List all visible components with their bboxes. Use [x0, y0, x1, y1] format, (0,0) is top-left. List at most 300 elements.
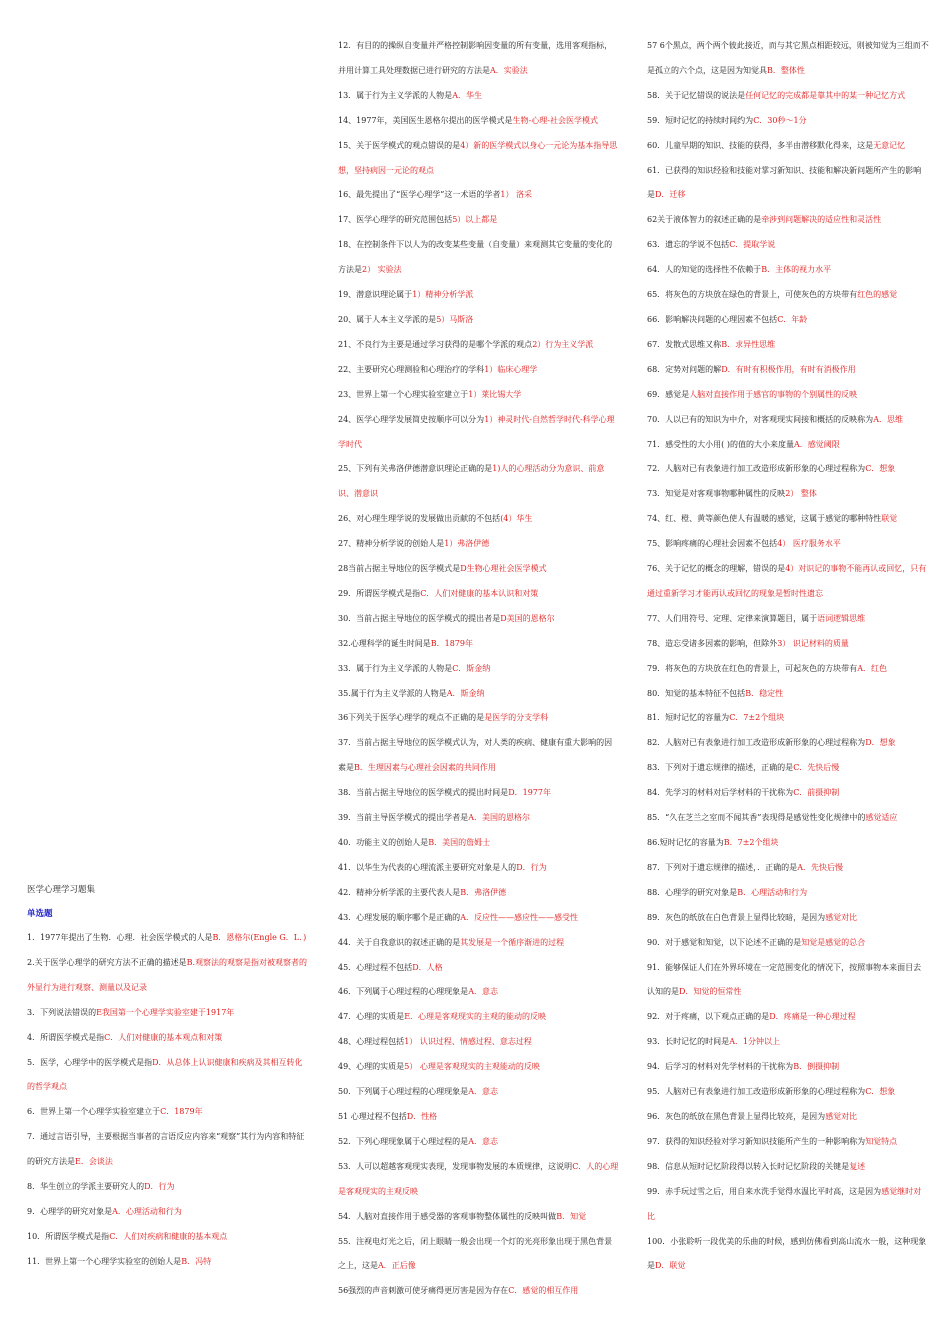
answer-text: D．想象: [865, 738, 896, 748]
answer-text: 感觉对比: [825, 1111, 858, 1121]
answer-text: 知觉是感觉的总合: [801, 937, 866, 947]
question-item: [647, 1155, 929, 1180]
question-item: [647, 806, 929, 831]
question-item: [338, 632, 620, 657]
question-item: [338, 657, 620, 682]
question-item: [338, 507, 620, 532]
question-item: [338, 881, 620, 906]
question-item: [647, 383, 929, 408]
question-item: [338, 906, 620, 931]
answer-text: B．恩格尔(Engle G．L．): [212, 933, 307, 942]
question-text: 36下列关于医学心理学的观点不正确的是: [338, 713, 485, 723]
answer-text: C．年龄: [777, 314, 808, 324]
question-text: 20、属于人本主义学派的是: [338, 314, 437, 324]
answer-text: B．1879年: [430, 638, 473, 648]
question-item: [647, 831, 929, 856]
question-text: 91．能够保证人们在外界环境在一定范围变化的情况下，按照事物本来面目去认知的是: [647, 962, 922, 997]
answer-text: E．会谈法: [75, 1157, 113, 1167]
answer-text: B．求异性思维: [721, 339, 776, 349]
question-text: 89．灰色的纸放在白色背景上显得比较暗，是因为: [647, 912, 826, 922]
question-text: 54．人脑对直接作用于感受器的客观事物整体属性的反映叫做: [338, 1211, 557, 1221]
answer-text: 1） 认识过程、情感过程、意志过程: [404, 1037, 532, 1047]
question-item: [647, 457, 929, 482]
answer-text: 红色的感觉: [857, 290, 898, 300]
question-text: 4．所谓医学模式是指: [27, 1032, 105, 1042]
question-text: 62关于液体智力的叙述正确的是: [647, 215, 762, 225]
answer-text: B.观察法的观察是指对被观察者的外显行为进行观察、测量以及记录: [27, 957, 308, 992]
question-item: [27, 1100, 309, 1125]
question-item: [647, 607, 929, 632]
question-text: 11．世界上第一个心理学实验室的创始人是: [27, 1256, 182, 1266]
question-item: [338, 34, 620, 84]
question-text: 72．人脑对已有表象进行加工改造形成新形象的心理过程称为: [647, 464, 866, 474]
question-item: [647, 1105, 929, 1130]
question-item: [647, 1055, 929, 1080]
question-text: 27、精神分析学说的创始人是: [338, 539, 445, 549]
question-item: [647, 34, 929, 84]
answer-text: C．30秒～1分: [753, 115, 807, 125]
question-item: [338, 233, 620, 283]
question-text: 75、影响疼痛的心理社会因素不包括: [647, 539, 778, 549]
question-item: [27, 926, 309, 951]
question-item: [338, 931, 620, 956]
question-text: 47．心理的实质是: [338, 1012, 405, 1022]
answer-text: (4）华生: [500, 514, 533, 524]
question-text: 52．下列心理现象属于心理过程的是: [338, 1136, 469, 1146]
answer-text: 2） 整体: [785, 489, 817, 499]
answer-text: A．意志: [468, 1087, 498, 1097]
question-item: [647, 781, 929, 806]
question-item: [27, 1051, 309, 1101]
answer-text: D．行为: [144, 1182, 175, 1192]
answer-text: 任何记忆的完成都是靠其中的某一种记忆方式: [745, 90, 906, 100]
answer-text: 1）临床心理学: [484, 364, 538, 374]
question-text: 76、关于记忆的概念的理解，错误的是: [647, 564, 786, 574]
answer-text: 2）行为主义学派: [532, 339, 594, 349]
question-text: 26、对心理生理学说的发展做出贡献的不包括: [338, 514, 501, 524]
question-text: 84．先学习的材料对后学材料的干扰称为: [647, 788, 794, 798]
question-item: [647, 507, 929, 532]
question-text: 7．通过言语引导，主要根据当事者的言语反应内容来“观察”其行为内容和特征的研究方法是: [27, 1132, 305, 1167]
answer-text: 语词逻辑思维: [817, 613, 866, 623]
answer-text: C．想象: [865, 1087, 896, 1097]
answer-text: 感觉对比: [825, 912, 858, 922]
question-text: 61．已获得的知识经验和技能对掌习新知识、技能和解决新问题所产生的影响是: [647, 165, 922, 200]
answer-text: B．美国的詹姆士: [428, 838, 491, 847]
question-list: [338, 34, 620, 1304]
question-text: 43．心理发展的顺序哪个是正确的: [338, 912, 461, 922]
answer-text: C．人们对健康的基本观点和对策: [104, 1032, 223, 1042]
question-item: [27, 1225, 309, 1250]
answer-text: D美国的恩格尔: [500, 613, 555, 623]
answer-text: D．人格: [412, 962, 443, 972]
answer-text: A．心理活动和行为: [112, 1206, 182, 1216]
question-item: [338, 134, 620, 184]
question-text: 50．下列属于心理过程的心理现象是: [338, 1087, 469, 1097]
question-item: [647, 308, 929, 333]
question-text: 66．影响解决问题的心理因素不包括: [647, 314, 778, 324]
question-item: [27, 1200, 309, 1225]
answer-text: 牵涉到问题解决的适应性和灵活性: [761, 215, 882, 225]
question-text: 18、在控制条件下以人为的改变某些变量（自变量）来观测其它变量的变化的方法是: [338, 240, 613, 275]
question-text: 82．人脑对已有表象进行加工改造形成新形象的心理过程称为: [647, 738, 866, 748]
answer-text: D．行为: [516, 862, 547, 872]
question-text: 73．知觉是对客观事物哪种属性的反映: [647, 489, 786, 499]
question-item: [647, 706, 929, 731]
question-text: 59．短时记忆的持续时间约为: [647, 115, 754, 125]
question-item: [647, 731, 929, 756]
question-text: 24、医学心理学发展简史按顺序可以分为: [338, 414, 485, 424]
answer-text: 2） 实验法: [362, 265, 402, 275]
column-left: [27, 878, 309, 1275]
question-text: 22、主要研究心理测验和心理治疗的学科: [338, 364, 485, 374]
answer-text: A．反应性——感应性——感受性: [460, 912, 578, 922]
question-text: 9．心理学的研究对象是: [27, 1206, 113, 1216]
question-text: 93．长时记忆的时间是: [647, 1037, 730, 1047]
question-item: [647, 1005, 929, 1030]
answer-text: D．疼痛是一种心理过程: [769, 1012, 856, 1022]
question-text: 60．儿童早期的知识、技能的获得，多半由潜移默化得来，这是: [647, 140, 874, 150]
answer-text: D．联觉: [655, 1261, 686, 1271]
question-item: [647, 258, 929, 283]
question-item: [338, 532, 620, 557]
answer-text: B．整体性: [767, 65, 805, 75]
question-text: 94．后学习的材料对先学材料的干扰称为: [647, 1062, 794, 1072]
answer-text: B．心理活动和行为: [737, 887, 808, 897]
question-text: 33．属于行为主义学派的人物是: [338, 663, 453, 673]
answer-text: A．红色: [857, 663, 887, 673]
column-right: [647, 34, 929, 1279]
question-item: [647, 1130, 929, 1155]
question-item: [647, 956, 929, 1006]
question-item: [338, 956, 620, 981]
question-item: [338, 408, 620, 458]
question-item: [338, 1230, 620, 1280]
answer-text: D．知觉的恒常性: [679, 987, 742, 997]
answer-text: A．先快后慢: [797, 862, 843, 872]
question-text: 35.属于行为主义学派的人物是: [338, 688, 447, 698]
question-item: [647, 1080, 929, 1105]
question-text: 23、世界上第一个心理实验室建立于: [338, 389, 469, 399]
answer-text: 5）以上都是: [452, 215, 498, 225]
question-text: 42．精神分析学派的主要代表人是: [338, 887, 461, 897]
question-text: 88．心理学的研究对象是: [647, 887, 738, 897]
question-text: 15、关于医学模式的观点错误的是: [338, 140, 461, 150]
question-text: 81．短时记忆的容量为: [647, 713, 730, 723]
answer-text: 无意记忆: [873, 140, 906, 150]
question-text: 30．当前占据主导地位的医学模式的提出者是: [338, 613, 501, 623]
question-text: 80．知觉的基本特征不包括: [647, 688, 746, 698]
section-title: 单选题: [27, 909, 53, 919]
question-item: [338, 308, 620, 333]
answer-text: 1）神灵时代-自然哲学时代-科学心理学时代: [338, 414, 615, 449]
question-text: 40．功能主义的创始人是: [338, 838, 429, 847]
question-text: 87．下列对于遗忘规律的描述，．正确的是: [647, 862, 798, 872]
question-text: 58．关于记忆错误的说法是: [647, 90, 746, 100]
answer-text: C．先快后慢: [793, 763, 840, 773]
answer-text: A．感觉阈限: [793, 439, 840, 449]
answer-text: D．迁移: [655, 190, 686, 200]
question-item: [647, 557, 929, 607]
question-text: 12．有目的的操纵自变量并严格控制影响因变量的所有变量，选用客观指标，并用计算工具处理数据已进行研究的方法是: [338, 41, 613, 75]
answer-text: B．主体的视力水平: [761, 265, 832, 275]
answer-text: 1）弗洛伊德: [444, 539, 490, 549]
column-middle: [338, 34, 620, 1304]
question-list: [647, 34, 929, 1279]
question-item: [338, 84, 620, 109]
question-text: 64．人的知觉的选择性不依赖于: [647, 265, 762, 275]
answer-text: A．斯金纳: [446, 688, 485, 698]
answer-text: 1） 洛采: [500, 190, 532, 200]
question-text: 44．关于自我意识的叙述正确的是: [338, 937, 461, 947]
question-item: [338, 333, 620, 358]
question-text: 99．赤手玩过雪之后，用自来水洗手觉得水温比平时高，这是因为: [647, 1186, 882, 1196]
question-text: 5．医学，心理学中的医学模式是指: [27, 1057, 153, 1067]
answer-text: 1）精神分析学派: [412, 290, 474, 300]
question-item: [647, 283, 929, 308]
question-item: [338, 1080, 620, 1105]
answer-text: C．7±2个组块: [729, 713, 785, 723]
question-item: [338, 358, 620, 383]
question-item: [647, 159, 929, 209]
question-text: 55．注视电灯光之后，闭上眼睛一般会出现一个灯的光亮形象出现于黑色背景之上，这是: [338, 1236, 613, 1271]
answer-text: 4） 医疗服务水平: [777, 539, 841, 549]
question-item: [338, 1105, 620, 1130]
question-text: 16、最先提出了“医学心理学”这一术语的学者: [338, 190, 501, 200]
answer-text: 是医学的分支学科: [484, 713, 549, 723]
question-text: 53．人可以超越客观现实表现，发现事物发展的本质规律，这说明: [338, 1161, 573, 1171]
answer-text: D．从总体上认识健康和疾病及其相互转化的哲学观点: [27, 1057, 303, 1092]
answer-text: 1）莱比锡大学: [468, 389, 522, 399]
question-text: 97．获得的知识经验对学习新知识技能所产生的一种影响称为: [647, 1136, 866, 1146]
answer-text: 感觉继时对比: [647, 1186, 922, 1221]
question-text: 90．对于感觉和知觉，以下论述不正确的是: [647, 937, 802, 947]
question-item: [338, 582, 620, 607]
question-text: 65．将灰色的方块放在绿色的背景上，可使灰色的方块带有: [647, 290, 858, 300]
question-item: [338, 1030, 620, 1055]
question-item: [647, 1030, 929, 1055]
question-item: [338, 781, 620, 806]
question-item: [647, 433, 929, 458]
question-text: 6．世界上第一个心理学实验室建立于: [27, 1107, 161, 1117]
question-item: [338, 1055, 620, 1080]
answer-text: C．1879年: [160, 1107, 203, 1117]
answer-text: C．感觉的相互作用: [508, 1286, 579, 1296]
question-item: [647, 931, 929, 956]
question-text: 100．小张聆听一段优美的乐曲的时候，感到仿佛看到高山流水一般，这种现象是: [647, 1236, 927, 1271]
answer-text: C．人们对健康的基本认识和对策: [420, 588, 539, 598]
question-item: [647, 358, 929, 383]
question-text: 77、人们用符号、定理、定律来演算题目，属于: [647, 613, 818, 623]
question-text: 3．下列说法错误的: [27, 1007, 97, 1017]
question-item: [647, 881, 929, 906]
answer-text: A．意志: [468, 1136, 498, 1146]
answer-text: 5）马斯洛: [436, 314, 474, 324]
answer-text: C．人们对疾病和健康的基本观点: [109, 1231, 228, 1241]
question-item: [27, 1026, 309, 1051]
answer-text: A．实验法: [490, 65, 528, 75]
question-text: 69．感觉是: [647, 389, 690, 399]
question-item: [338, 457, 620, 507]
question-item: [338, 607, 620, 632]
question-text: 68．定势对问题的解: [647, 364, 722, 374]
question-item: [647, 482, 929, 507]
question-item: [647, 906, 929, 931]
question-item: [647, 333, 929, 358]
question-text: 48、心理过程包括: [338, 1037, 405, 1047]
question-text: 85．“久在芝兰之室而不闻其香”表现得是感觉性变化规律中的: [647, 813, 866, 823]
answer-text: 复述: [849, 1161, 866, 1171]
question-text: 86.短时记忆的容量为: [647, 838, 724, 847]
answer-text: 其发展是一个循序渐进的过程: [460, 937, 565, 947]
question-item: [27, 1001, 309, 1026]
answer-text: 4）对识记的事物不能再认或回忆，只有通过重新学习才能再认或回忆的现象是暂时性遗忘: [647, 564, 927, 598]
question-item: [647, 408, 929, 433]
question-text: 8．华生创立的学派主要研究人的: [27, 1182, 145, 1192]
question-item: [647, 682, 929, 707]
question-item: [338, 831, 620, 856]
question-item: [338, 208, 620, 233]
question-list: [27, 926, 309, 1275]
question-item: [647, 109, 929, 134]
question-item: [338, 806, 620, 831]
question-text: 25、下列有关弗洛伊德潜意识理论正确的是: [338, 464, 493, 474]
question-item: [647, 1230, 929, 1280]
answer-text: 联觉: [881, 514, 898, 524]
question-text: 57 6个黑点，两个两个彼此接近，而与其它黑点相距较远，则被知觉为三组而不是孤立的六个点，这是因为知觉具: [647, 41, 929, 75]
document-title: 医学心理学习题集: [27, 885, 96, 895]
question-text: 98．信息从短时记忆阶段得以转入长时记忆阶段的关键是: [647, 1161, 850, 1171]
question-text: 49、心理的实质是: [338, 1062, 405, 1072]
question-text: 1．1977年提出了生物．心理．社会医学模式的人是: [27, 933, 213, 942]
question-text: 28当前占据主导地位的医学模式是: [338, 564, 461, 574]
answer-text: C．前摄抑制: [793, 788, 840, 798]
question-text: 10．所谓医学模式是指: [27, 1231, 110, 1241]
answer-text: 生物-心理-社会医学模式: [512, 115, 598, 125]
question-item: [27, 1125, 309, 1175]
answer-text: A．美国的恩格尔: [468, 813, 530, 823]
question-item: [338, 1130, 620, 1155]
answer-text: D．性格: [406, 1111, 438, 1121]
question-text: 13．属于行为主义学派的人物是: [338, 90, 453, 100]
answer-text: A．思维: [873, 414, 903, 424]
answer-text: 知觉特点: [865, 1136, 898, 1146]
question-item: [338, 706, 620, 731]
question-text: 67．发散式思维又称: [647, 339, 722, 349]
question-item: [338, 1155, 620, 1205]
question-text: 19、潜意识理论属于: [338, 290, 413, 300]
question-item: [647, 657, 929, 682]
question-item: [338, 856, 620, 881]
question-item: [647, 1180, 929, 1230]
question-text: 51 心理过程不包括: [338, 1111, 407, 1121]
answer-text: 4）新的医学模式以身心一元论为基本指导思想，坚持病因一元论的观点: [338, 140, 618, 175]
question-text: 32.心理科学的诞生时间是: [338, 638, 431, 648]
answer-text: C．提取学说: [729, 240, 776, 250]
answer-text: B．稳定性: [745, 688, 784, 698]
question-text: 92．对于疼痛，以下观点正确的是: [647, 1012, 770, 1022]
answer-text: C．斯金纳: [452, 663, 491, 673]
question-text: 96．灰色的纸放在黑色背景上显得比较亮，是因为: [647, 1111, 826, 1121]
question-text: 29．所谓医学模式是指: [338, 588, 421, 598]
question-item: [338, 283, 620, 308]
answer-text: B．生理因素与心理社会因素的共同作用: [354, 763, 496, 773]
question-item: [338, 383, 620, 408]
question-item: [647, 856, 929, 881]
question-text: 37．当前占据主导地位的医学模式认为，对人类的疾病、健康有重大影响的因素是: [338, 738, 613, 773]
question-text: 2.关于医学心理学的研究方法不正确的描述是: [27, 957, 187, 967]
question-text: 71．感受性的大小用( )的值的大小来度量: [647, 439, 794, 449]
answer-text: D生物心理社会医学模式: [460, 564, 547, 574]
question-item: [647, 632, 929, 657]
answer-text: B．弗洛伊德: [460, 887, 507, 897]
answer-text: 5） 心理是客观现实的主观能动的反映: [404, 1062, 540, 1072]
answer-text: A．华生: [452, 90, 482, 100]
question-item: [338, 682, 620, 707]
answer-text: A．1分钟以上: [729, 1037, 781, 1047]
question-item: [338, 1279, 620, 1304]
question-item: [338, 731, 620, 781]
question-item: [647, 233, 929, 258]
question-text: 83．下列对于遗忘规律的描述，正确的是: [647, 763, 794, 773]
question-item: [647, 134, 929, 159]
answer-text: C．想象: [865, 464, 896, 474]
question-item: [338, 1005, 620, 1030]
question-item: [338, 980, 620, 1005]
question-text: 39．当前主导医学模式的提出学者是: [338, 813, 469, 823]
answer-text: D．有时有积极作用，有时有消极作用: [721, 364, 856, 374]
question-item: [338, 109, 620, 134]
answer-text: C．人的心理是客观现实的主观反映: [338, 1161, 619, 1196]
question-item: [647, 756, 929, 781]
question-item: [647, 208, 929, 233]
answer-text: D．1977年: [508, 788, 551, 798]
question-text: 21、不良行为主要是通过学习获得的是哪个学派的观点: [338, 339, 533, 349]
question-text: 46．下列属于心理过程的心理现象是: [338, 987, 469, 997]
question-text: 70．人以已有的知识为中介，对客观现实间接和概括的反映称为: [647, 414, 874, 424]
question-item: [27, 1250, 309, 1275]
answer-text: 1)人的心理活动分为意识、前意识、潜意识: [338, 464, 605, 499]
question-item: [27, 951, 309, 1001]
answer-text: B．7±2个组块: [723, 838, 779, 847]
question-item: [27, 1175, 309, 1200]
question-text: 74、红、橙、黄等颜色使人有温暖的感觉，这属于感觉的哪种特性: [647, 514, 882, 524]
question-item: [338, 1205, 620, 1230]
answer-text: A．正后像: [378, 1261, 416, 1271]
question-text: 56强烈的声音刺激可使牙痛得更厉害是因为存在: [338, 1286, 509, 1296]
question-item: [647, 532, 929, 557]
question-item: [338, 183, 620, 208]
answer-text: 感觉适应: [865, 813, 898, 823]
question-text: 14、1977年，美国医生恩格尔提出的医学模式是: [338, 115, 513, 125]
question-item: [647, 84, 929, 109]
answer-text: B．冯特: [181, 1256, 212, 1266]
answer-text: B．知觉: [556, 1211, 587, 1221]
question-text: 17、医学心理学的研究范围包括: [338, 215, 453, 225]
question-text: 95．人脑对已有表象进行加工改造形成新形象的心理过程称为: [647, 1087, 866, 1097]
question-item: [338, 557, 620, 582]
answer-text: E我国第一个心理学实验室建于1917年: [96, 1007, 235, 1017]
answer-text: B．倒摄抑制: [793, 1062, 840, 1072]
question-text: 63．遗忘的学说不包括: [647, 240, 730, 250]
answer-text: A．意志: [468, 987, 498, 997]
answer-text: E．心理是客观现实的主观的能动的反映: [404, 1012, 547, 1022]
question-text: 79．将灰色的方块放在红色的背景上，可起灰色的方块带有: [647, 663, 858, 673]
answer-text: 人脑对直接作用于感官的事物的个别属性的反映: [689, 389, 858, 399]
question-text: 38．当前占据主导地位的医学模式的提出时间是: [338, 788, 509, 798]
question-text: 45．心理过程不包括: [338, 962, 413, 972]
question-text: 78、造忘受诸多因素的影响，但除外: [647, 638, 778, 648]
